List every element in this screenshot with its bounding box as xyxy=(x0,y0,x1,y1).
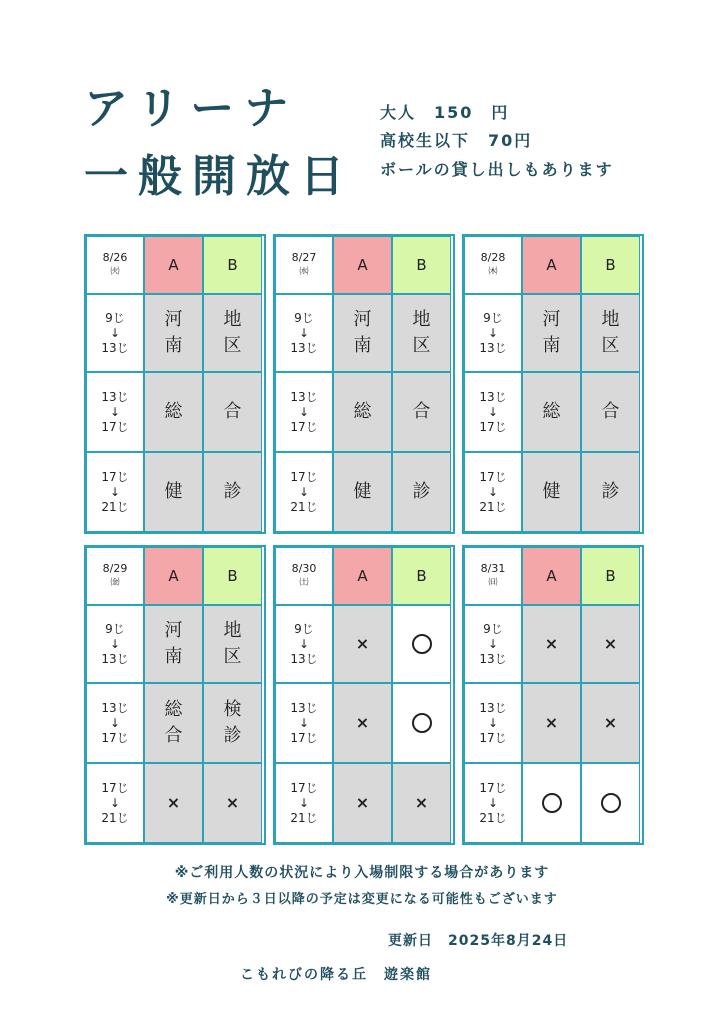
court-b-slot xyxy=(581,763,640,843)
time-slot-label xyxy=(464,683,522,763)
time-arrow: ↓ xyxy=(109,404,121,419)
available-mark xyxy=(601,793,621,813)
time-end: 13じ xyxy=(290,651,318,666)
time-arrow: ↓ xyxy=(298,636,310,651)
court-b-slot xyxy=(203,605,262,683)
booking-text: 総 xyxy=(164,401,183,422)
court-a-slot xyxy=(333,294,392,372)
time-slot-label xyxy=(275,763,333,843)
court-a-header: A xyxy=(144,236,203,294)
time-arrow: ↓ xyxy=(298,325,310,340)
time-end: 17じ xyxy=(290,730,318,745)
unavailable-mark: × xyxy=(544,713,559,732)
time-slot-label xyxy=(86,294,144,372)
booking-text: 総 xyxy=(164,699,183,720)
price-adult: 大人 150 円 xyxy=(380,103,510,122)
time-start: 17じ xyxy=(479,469,507,484)
time-start: 13じ xyxy=(290,700,318,715)
time-slot-label xyxy=(464,372,522,452)
court-a-slot xyxy=(333,372,392,452)
court-b-slot xyxy=(581,294,640,372)
court-b-header: B xyxy=(392,547,451,605)
notice-entry-limit: ※ご利用人数の状況により入場制限する場合があります xyxy=(174,865,550,881)
schedule-table xyxy=(462,234,644,534)
time-start: 17じ xyxy=(479,780,507,795)
schedule-table xyxy=(462,545,644,845)
time-arrow: ↓ xyxy=(487,795,499,810)
time-slot-label xyxy=(86,452,144,532)
date-label: 8/30 xyxy=(291,562,317,575)
court-a-header: A xyxy=(333,547,392,605)
booking-text: 検 xyxy=(223,699,242,720)
booking-text: 南 xyxy=(164,335,183,356)
time-arrow: ↓ xyxy=(109,325,121,340)
court-b-slot xyxy=(203,683,262,763)
booking-text: 健 xyxy=(353,481,372,502)
weekday-label: ㈫ xyxy=(110,267,120,277)
time-slot-label xyxy=(275,294,333,372)
court-a-slot xyxy=(522,372,581,452)
date-label: 8/31 xyxy=(480,562,506,575)
booking-text: 合 xyxy=(412,401,431,422)
court-b-slot xyxy=(203,763,262,843)
time-start: 9じ xyxy=(294,621,314,636)
date-cell xyxy=(275,547,333,605)
time-end: 21じ xyxy=(290,810,318,825)
time-end: 17じ xyxy=(101,419,129,434)
time-arrow: ↓ xyxy=(298,795,310,810)
updated-date: 更新日 2025年8月24日 xyxy=(388,933,569,949)
court-a-slot xyxy=(333,605,392,683)
time-arrow: ↓ xyxy=(109,795,121,810)
title-line-1: アリーナ xyxy=(84,83,299,134)
time-arrow: ↓ xyxy=(109,484,121,499)
court-b-slot xyxy=(203,372,262,452)
court-a-slot xyxy=(522,452,581,532)
time-arrow: ↓ xyxy=(487,325,499,340)
time-arrow: ↓ xyxy=(487,715,499,730)
time-slot-label xyxy=(86,372,144,452)
booking-text: 地 xyxy=(412,309,431,330)
time-slot-label xyxy=(464,452,522,532)
time-slot-label xyxy=(275,452,333,532)
time-slot-label xyxy=(86,763,144,843)
court-b-slot xyxy=(581,683,640,763)
court-a-slot xyxy=(333,683,392,763)
time-arrow: ↓ xyxy=(298,715,310,730)
time-slot-label xyxy=(86,605,144,683)
schedule-table xyxy=(84,234,266,534)
date-cell xyxy=(464,547,522,605)
court-a-slot xyxy=(144,763,203,843)
time-start: 17じ xyxy=(101,780,129,795)
time-slot-label xyxy=(464,605,522,683)
time-arrow: ↓ xyxy=(487,636,499,651)
time-end: 21じ xyxy=(101,810,129,825)
unavailable-mark: × xyxy=(225,793,240,812)
time-arrow: ↓ xyxy=(109,715,121,730)
time-end: 17じ xyxy=(101,730,129,745)
schedule-table xyxy=(273,545,455,845)
court-a-slot xyxy=(522,683,581,763)
time-start: 9じ xyxy=(483,621,503,636)
time-start: 9じ xyxy=(294,310,314,325)
booking-text: 河 xyxy=(164,309,183,330)
time-start: 9じ xyxy=(105,621,125,636)
available-mark xyxy=(542,793,562,813)
booking-text: 総 xyxy=(353,401,372,422)
date-cell xyxy=(464,236,522,294)
time-end: 21じ xyxy=(101,499,129,514)
time-start: 17じ xyxy=(101,469,129,484)
booking-text: 診 xyxy=(223,481,242,502)
venue-name: こもれびの降る丘 遊楽館 xyxy=(240,967,432,983)
weekday-label: ㈭ xyxy=(488,267,498,277)
court-b-slot xyxy=(581,605,640,683)
booking-text: 健 xyxy=(542,481,561,502)
booking-text: 南 xyxy=(164,646,183,667)
time-end: 13じ xyxy=(101,651,129,666)
time-start: 9じ xyxy=(483,310,503,325)
time-end: 21じ xyxy=(290,499,318,514)
court-b-slot xyxy=(581,372,640,452)
title-line-2: 一般開放日 xyxy=(84,151,354,202)
date-label: 8/29 xyxy=(102,562,128,575)
booking-text: 合 xyxy=(164,725,183,746)
court-b-header: B xyxy=(581,236,640,294)
unavailable-mark: × xyxy=(414,793,429,812)
time-arrow: ↓ xyxy=(487,404,499,419)
unavailable-mark: × xyxy=(603,634,618,653)
court-b-slot xyxy=(581,452,640,532)
unavailable-mark: × xyxy=(544,634,559,653)
date-cell xyxy=(275,236,333,294)
time-start: 13じ xyxy=(101,700,129,715)
court-a-slot xyxy=(333,452,392,532)
time-start: 17じ xyxy=(290,469,318,484)
booking-text: 区 xyxy=(412,335,431,356)
schedule-table xyxy=(273,234,455,534)
time-slot-label xyxy=(275,372,333,452)
court-a-header: A xyxy=(522,236,581,294)
time-end: 21じ xyxy=(479,810,507,825)
court-b-header: B xyxy=(581,547,640,605)
booking-text: 診 xyxy=(601,481,620,502)
date-label: 8/27 xyxy=(291,251,317,264)
booking-text: 地 xyxy=(223,620,242,641)
court-a-slot xyxy=(522,605,581,683)
court-b-header: B xyxy=(203,547,262,605)
court-a-slot xyxy=(522,294,581,372)
court-b-slot xyxy=(392,294,451,372)
date-cell xyxy=(86,236,144,294)
booking-text: 合 xyxy=(601,401,620,422)
booking-text: 診 xyxy=(223,725,242,746)
time-end: 13じ xyxy=(101,340,129,355)
available-mark xyxy=(412,634,432,654)
notice-schedule-change: ※更新日から３日以降の予定は変更になる可能性もございます xyxy=(166,892,558,907)
time-end: 13じ xyxy=(479,651,507,666)
booking-text: 総 xyxy=(542,401,561,422)
court-b-slot xyxy=(203,452,262,532)
weekday-label: ㈰ xyxy=(488,578,498,588)
time-arrow: ↓ xyxy=(298,404,310,419)
time-start: 17じ xyxy=(290,780,318,795)
booking-text: 南 xyxy=(353,335,372,356)
booking-text: 合 xyxy=(223,401,242,422)
court-b-header: B xyxy=(203,236,262,294)
court-a-slot xyxy=(144,372,203,452)
court-a-header: A xyxy=(333,236,392,294)
time-slot-label xyxy=(86,683,144,763)
weekday-label: ㈮ xyxy=(110,578,120,588)
date-label: 8/28 xyxy=(480,251,506,264)
court-b-slot xyxy=(392,763,451,843)
court-a-slot xyxy=(144,294,203,372)
time-arrow: ↓ xyxy=(109,636,121,651)
time-slot-label xyxy=(275,605,333,683)
time-end: 17じ xyxy=(479,419,507,434)
booking-text: 地 xyxy=(223,309,242,330)
court-b-slot xyxy=(392,452,451,532)
schedule-table xyxy=(84,545,266,845)
time-start: 13じ xyxy=(101,389,129,404)
booking-text: 河 xyxy=(353,309,372,330)
booking-text: 区 xyxy=(223,335,242,356)
unavailable-mark: × xyxy=(355,634,370,653)
time-arrow: ↓ xyxy=(487,484,499,499)
booking-text: 南 xyxy=(542,335,561,356)
booking-text: 河 xyxy=(164,620,183,641)
time-slot-label xyxy=(464,763,522,843)
weekday-label: ㈬ xyxy=(299,267,309,277)
time-end: 17じ xyxy=(479,730,507,745)
court-a-slot xyxy=(144,452,203,532)
court-b-slot xyxy=(392,683,451,763)
time-end: 13じ xyxy=(290,340,318,355)
price-student: 高校生以下 70円 xyxy=(380,131,533,150)
ball-rental-note: ボールの貸し出しもあります xyxy=(380,160,614,179)
time-start: 13じ xyxy=(290,389,318,404)
unavailable-mark: × xyxy=(603,713,618,732)
booking-text: 区 xyxy=(223,646,242,667)
court-a-slot xyxy=(522,763,581,843)
time-start: 13じ xyxy=(479,389,507,404)
booking-text: 地 xyxy=(601,309,620,330)
time-start: 9じ xyxy=(105,310,125,325)
available-mark xyxy=(412,713,432,733)
time-slot-label xyxy=(464,294,522,372)
date-cell xyxy=(86,547,144,605)
time-arrow: ↓ xyxy=(298,484,310,499)
court-b-slot xyxy=(203,294,262,372)
unavailable-mark: × xyxy=(355,713,370,732)
court-a-slot xyxy=(144,605,203,683)
court-b-slot xyxy=(392,605,451,683)
unavailable-mark: × xyxy=(166,793,181,812)
court-a-header: A xyxy=(522,547,581,605)
time-end: 21じ xyxy=(479,499,507,514)
time-end: 17じ xyxy=(290,419,318,434)
booking-text: 区 xyxy=(601,335,620,356)
court-a-slot xyxy=(144,683,203,763)
booking-text: 健 xyxy=(164,481,183,502)
weekday-label: ㈯ xyxy=(299,578,309,588)
time-slot-label xyxy=(275,683,333,763)
unavailable-mark: × xyxy=(355,793,370,812)
date-label: 8/26 xyxy=(102,251,128,264)
time-end: 13じ xyxy=(479,340,507,355)
booking-text: 河 xyxy=(542,309,561,330)
time-start: 13じ xyxy=(479,700,507,715)
court-b-slot xyxy=(392,372,451,452)
court-b-header: B xyxy=(392,236,451,294)
court-a-slot xyxy=(333,763,392,843)
booking-text: 診 xyxy=(412,481,431,502)
court-a-header: A xyxy=(144,547,203,605)
